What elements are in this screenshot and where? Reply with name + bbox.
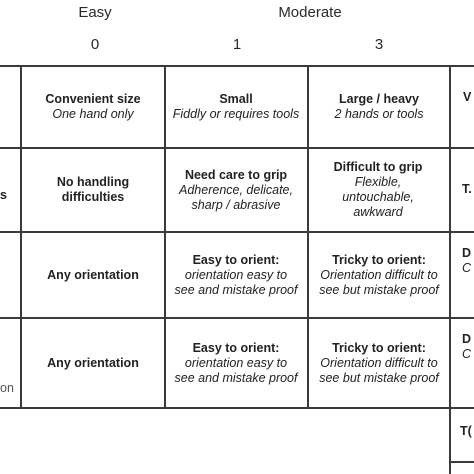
row2-left-text: s: [0, 188, 7, 202]
grid-h-bottom: [0, 407, 474, 409]
total-box-left: [449, 407, 451, 474]
row4-left-text: on: [0, 381, 14, 395]
grid-v-3: [449, 65, 451, 409]
row2-col2-cell: [320, 149, 436, 231]
row3-col1-cell: [174, 233, 298, 317]
row4-col1-title: Easy to orient:: [192, 340, 280, 355]
row1-col2-cell: [312, 67, 446, 147]
row1-col0-note: One hand only: [52, 107, 134, 121]
score-0: 0: [90, 36, 100, 53]
row3-right-bold: D: [462, 246, 472, 260]
row4-col2-note: Orientation difficult to see but mistake proof: [319, 355, 439, 385]
row4-right-fragment: [462, 332, 474, 366]
row3-col2-cell: [314, 233, 444, 317]
row1-col0-title: Convenient size: [45, 92, 141, 106]
row3-col0-title: Any orientation: [47, 267, 139, 282]
row4-col2-title: Tricky to orient:: [332, 340, 426, 355]
row2-col1-cell: [170, 149, 302, 231]
row4-right-italic: C: [462, 347, 472, 361]
row4-col0-cell: [22, 319, 164, 407]
row3-col2-note: Orientation difficult to see but mistake proof: [319, 267, 439, 297]
row4-col1-note: orientation easy to see and mistake proof: [174, 355, 298, 385]
grid-v-1: [164, 65, 166, 409]
row4-col0-title: Any orientation: [47, 355, 139, 370]
row1-col2-note: 2 hands or tools: [334, 107, 424, 121]
total-fragment-text: T(: [460, 424, 472, 438]
row2-right-bold: T.: [462, 182, 472, 196]
row1-col0-cell: [22, 67, 164, 147]
row3-right-italic: C: [462, 261, 472, 275]
grid-v-2: [307, 65, 309, 409]
level-easy: Easy: [78, 4, 112, 21]
row1-right-bold: V: [463, 90, 472, 104]
row1-col1-cell: [172, 67, 300, 147]
row3-right-fragment: [462, 246, 474, 280]
row2-col2-title: Difficult to grip: [333, 160, 423, 174]
row1-col1-title: Small: [219, 92, 253, 106]
row3-col1-title: Easy to orient:: [192, 252, 280, 267]
row3-col1-note: orientation easy to see and mistake proof: [174, 267, 298, 297]
row4-left-fragment: [0, 381, 20, 396]
score-1: 1: [232, 36, 242, 53]
total-box-bottom: [449, 461, 474, 463]
row2-col0-cell: [30, 149, 156, 231]
row4-right-bold: D: [462, 332, 472, 346]
row3-col0-cell: [22, 233, 164, 317]
row2-col1-title: Need care to grip: [184, 167, 288, 182]
score-3: 3: [374, 36, 384, 53]
level-moderate: Moderate: [278, 4, 342, 21]
row4-col2-cell: [314, 319, 444, 407]
row2-col2-note: Flexible, untouchable, awkward: [342, 175, 414, 219]
row1-col2-title: Large / heavy: [339, 92, 419, 106]
row1-col1-note: Fiddly or requires tools: [172, 107, 300, 121]
row1-right-fragment: [463, 90, 474, 124]
row2-col0-title: No handling difficulties: [56, 175, 130, 204]
row4-col1-cell: [174, 319, 298, 407]
row3-col2-title: Tricky to orient:: [332, 252, 426, 267]
total-fragment: [460, 424, 474, 439]
row2-right-fragment: [462, 182, 474, 200]
row2-left-fragment: [0, 188, 20, 203]
row2-col1-note: Adherence, delicate, sharp / abrasive: [179, 182, 293, 212]
